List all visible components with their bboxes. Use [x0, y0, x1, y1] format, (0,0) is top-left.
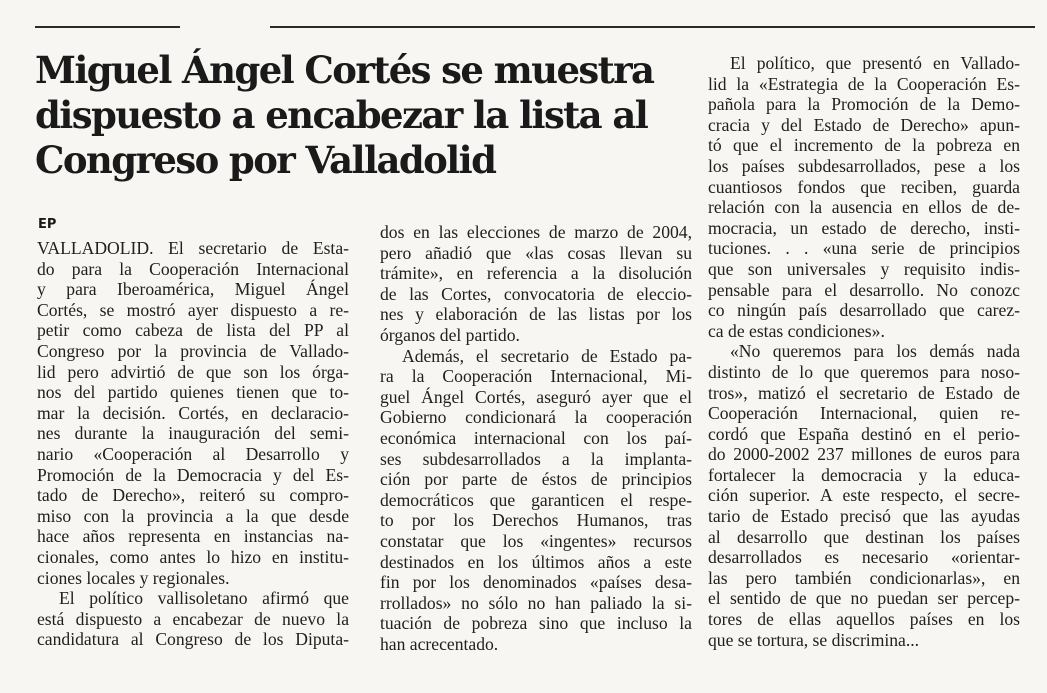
text-line: pero añadió que «las cosas llevan su — [380, 242, 692, 263]
text-line: El político vallisoletano afirmó que — [59, 588, 349, 609]
text-line: co ningún país desarrollado que carez- — [708, 300, 1020, 321]
text-line: tado de Derecho», reiteró su compro- — [37, 485, 349, 506]
text-line: Gobierno condicionará la cooperación — [380, 407, 692, 428]
text-line: desarrollados es necesario «orientar- — [708, 547, 1020, 568]
text-line: trámite», en referencia a la disolución — [380, 263, 692, 284]
text-line: tario de Estado precisó que las ayudas — [708, 506, 1020, 527]
article-column-1 — [37, 238, 349, 650]
text-line: petir como cabeza de lista del PP al — [37, 320, 349, 341]
text-line: de las Cortes, convocatoria de eleccio- — [380, 283, 692, 304]
text-line: está dispuesto a encabezar de nuevo la — [37, 608, 349, 629]
text-line: nos del partido quienes tienen que to- — [37, 382, 349, 403]
text-line: nario «Cooperación al Desarrollo y — [37, 443, 349, 464]
text-line: lid la «Estrategia de la Cooperación Es- — [708, 73, 1020, 94]
text-line: fin por los denominados «países desa- — [380, 572, 692, 593]
text-line: tuación de pobreza sino que incluso la — [380, 613, 692, 634]
text-line: distinto de lo que queremos para noso- — [708, 361, 1020, 382]
text-line: hace años representa en instancias na- — [37, 526, 349, 547]
text-line: Además, el secretario de Estado pa- — [402, 345, 692, 366]
text-line: tó que el incremento de la pobreza en — [708, 135, 1020, 156]
headline — [35, 48, 685, 183]
text-line: mar la decisión. Cortés, en declaracio- — [37, 402, 349, 423]
text-line: ciones locales y regionales. — [37, 567, 230, 588]
text-line: do para la Cooperación Internacional — [37, 258, 349, 279]
text-line: Cortés, se mostró ayer dispuesto a re- — [37, 299, 349, 320]
text-line: ción por parte de éstos de principios — [380, 469, 692, 490]
text-line: los países subdesarrollados, pese a los — [708, 155, 1020, 176]
text-line: lid pero advirtió de que son los órga- — [37, 361, 349, 382]
text-line: guel Ángel Cortés, aseguró ayer que el — [380, 386, 692, 407]
text-line: cracia y del Estado de Derecho» apun- — [708, 114, 1020, 135]
text-line: to por los Derechos Humanos, tras — [380, 510, 692, 531]
text-line: tores de ellas aquellos países en los — [708, 609, 1020, 630]
text-line: económica internacional con los paí- — [380, 427, 692, 448]
text-line: cordó que España destinó en el perio- — [708, 423, 1020, 444]
text-line: han acrecentado. — [380, 633, 499, 654]
top-rule-left — [35, 26, 180, 28]
text-line: ca de estas condiciones». — [708, 320, 885, 341]
byline: EP — [38, 217, 57, 232]
text-line: mocracia, un estado de derecho, insti- — [708, 217, 1020, 238]
text-line: fortalecer la democracia y la educa- — [708, 464, 1020, 485]
text-line: que son universales y requisito indis- — [708, 258, 1020, 279]
text-line: «No queremos para los demás nada — [730, 341, 1020, 362]
text-line: nes durante la inauguración del semi- — [37, 423, 349, 444]
text-line: Promoción de la Democracia y del Es- — [37, 464, 349, 485]
text-line: que se tortura, se discrimina... — [708, 629, 920, 650]
text-line: ra la Cooperación Internacional, Mi- — [380, 366, 692, 387]
headline-line: dispuesto a encabezar la lista al — [35, 93, 648, 137]
text-line: cionales, como antes lo hizo en institu- — [37, 546, 349, 567]
text-line: do 2000-2002 237 millones de euros para — [708, 444, 1020, 465]
text-line: miso con la provincia a la que desde — [37, 505, 349, 526]
text-line: pensable para el desarrollo. No conozc — [708, 279, 1020, 300]
text-line: las pero también condicionarlas», en — [708, 567, 1020, 588]
text-line: ses subdesarrollados a la implanta- — [380, 448, 692, 469]
text-line: El político, que presentó en Vallado- — [730, 53, 1020, 73]
text-line: Congreso por la provincia de Vallado- — [37, 340, 349, 361]
text-line: al desarrollo que destinan los países — [708, 526, 1020, 547]
text-line: pañola para la Promoción de la Demo- — [708, 94, 1020, 115]
text-line: nes y elaboración de las listas por los — [380, 304, 692, 325]
article-column-3 — [708, 53, 1020, 650]
headline-line: Miguel Ángel Cortés se muestra — [35, 48, 654, 92]
text-line: relación con la ausencia en ellos de de- — [708, 197, 1020, 218]
top-rule-right — [270, 26, 1035, 28]
text-line: rrollados» no sólo no han paliado la si- — [380, 592, 692, 613]
text-line: órganos del partido. — [380, 324, 520, 345]
text-line: destinados en los últimos años a este — [380, 551, 692, 572]
headline-line: Congreso por Valladolid — [35, 138, 496, 182]
text-line: y para Iberoamérica, Miguel Ángel — [37, 279, 349, 300]
text-line: ción superior. A este respecto, el secre- — [708, 485, 1020, 506]
text-line: VALLADOLID. El secretario de Esta- — [37, 238, 349, 258]
text-line: Cooperación Internacional, quien re- — [708, 403, 1020, 424]
text-line: democráticos que garanticen el respe- — [380, 489, 692, 510]
text-line: tuciones. . . «una serie de principios — [708, 238, 1020, 259]
text-line: tros», matizó el secretario de Estado de — [708, 382, 1020, 403]
text-line: constatar que los «ingentes» recursos — [380, 530, 692, 551]
text-line: cuantiosos fondos que reciben, guarda — [708, 176, 1020, 197]
text-line: el sentido de que no puedan ser percep- — [708, 588, 1020, 609]
text-line: candidatura al Congreso de los Diputa- — [37, 629, 349, 650]
text-line: dos en las elecciones de marzo de 2004, — [380, 222, 692, 242]
article-column-2 — [380, 222, 692, 654]
